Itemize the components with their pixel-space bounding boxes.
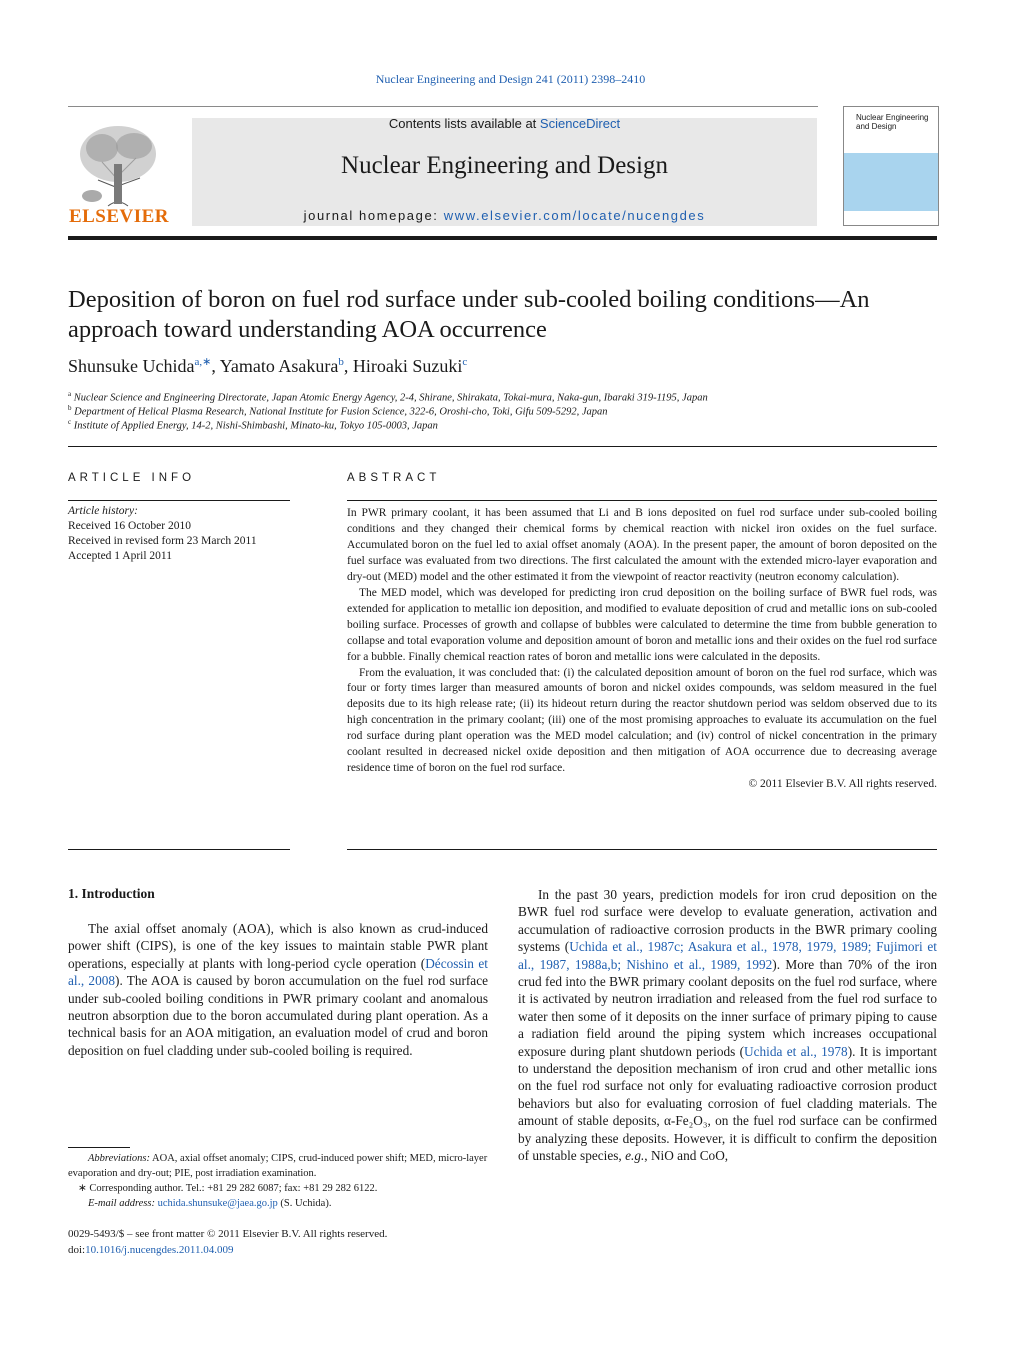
- corresponding-author-footnote: ∗ Corresponding author. Tel.: +81 29 282 6087; fax: +81 29 282 6122.: [78, 1183, 378, 1194]
- author-name: Hiroaki Suzuki: [352, 356, 463, 376]
- journal-title: Nuclear Engineering and Design: [341, 152, 668, 179]
- article-history: [68, 504, 288, 564]
- doi-link[interactable]: 10.1016/j.nucengdes.2011.04.009: [85, 1244, 234, 1256]
- author-name: Shunsuke Uchida: [68, 356, 195, 376]
- body-paragraph: In the past 30 years, prediction models for iron crud deposition on the BWR fuel rod surface were develop to evaluate generation, activation and accumulation of radioactive corrosion products in the BWR primary cooling systems (Uchida et al., 1987c; Asakura et al., 1978, 1979, 1989; Fujimori et al., 1987, 1988a,b; Nishino et al., 1989, 1992). More than 70% of the iron crud fed into the BWR primary coolant deposits on the fuel rod surface, where it is activated by neutron irradiation and released from the fuel rod surface to water then some of it deposits on the inner surface of primary piping to cause a radiation field around the piping system which increases occupational exposure during plant shutdown periods (Uchida et al., 1978). It is important to understand the deposition mechanism of iron crud and other metallic ions on the fuel rod surface not only for evaluating radioactive corrosion product behaviors but also for evaluating corrosion of fuel cladding materials. The amount of stable deposits, α-Fe₂O₃, on the fuel rod surface can be confirmed by analyzing these deposits. However, it is difficult to confirm the deposition of unstable species, e.g., NiO and CoO,: [518, 887, 937, 1164]
- section-heading-introduction: 1. Introduction: [68, 886, 155, 901]
- journal-homepage: journal homepage: www.elsevier.com/locate/nucengdes: [303, 208, 706, 223]
- cover-color-band: [844, 153, 938, 211]
- history-received: Received 16 October 2010: [68, 520, 191, 532]
- author-list: Shunsuke Uchida$^{a,∗}$, Yamato Asakura$^b$, Hiroaki Suzuki$^c$: [68, 356, 468, 376]
- article-info-rule: [68, 500, 290, 501]
- article-info-bottom-rule: [68, 849, 290, 850]
- affiliation-rule: [68, 446, 937, 447]
- journal-cover-thumbnail[interactable]: [843, 106, 939, 226]
- abstract-bottom-rule: [347, 849, 937, 850]
- body-column-right: [518, 886, 937, 1165]
- author-affil-mark[interactable]: c: [462, 356, 468, 368]
- citation-link[interactable]: Décossin et al., 2008: [68, 955, 488, 989]
- article-info-heading: ARTICLE INFO: [68, 472, 196, 484]
- affiliation: $^c$ Institute of Applied Energy, 14-2, Nishi-Shimbashi, Minato-ku, Tokyo 105-0003, Japan: [68, 418, 438, 432]
- body-column-left: [68, 920, 488, 1059]
- email-link[interactable]: uchida.shunsuke@jaea.go.jp: [157, 1198, 278, 1209]
- history-label: Article history:: [68, 505, 138, 517]
- journal-reference[interactable]: Nuclear Engineering and Design 241 (2011) 2398–2410: [375, 72, 646, 86]
- doi-line: doi:10.1016/j.nucengdes.2011.04.009: [68, 1244, 234, 1256]
- cover-title: Nuclear Engineering and Design: [856, 113, 929, 131]
- author-affil-mark[interactable]: a,∗: [194, 356, 212, 368]
- homepage-link[interactable]: www.elsevier.com/locate/nucengdes: [443, 208, 706, 223]
- body-paragraph: The axial offset anomaly (AOA), which is also known as crud-induced power shift (CIPS), is one of the key issues to maintain stable PWR plant operations, especially at plants with long-period cycle operation (Décossin et al., 2008). The AOA is caused by boron accumulation on the fuel rod surface under sub-cooled boiling conditions in PWR primary coolant and anomalous neutron absorption due to the boron accumulated during plant operation. As a technical basis for an AOA mitigation, an evaluation model of crud and boron deposition on fuel cladding under sub-cooled boiling is required.: [68, 921, 489, 1058]
- affiliation: $^a$ Nuclear Science and Engineering Directorate, Japan Atomic Energy Agency, 2-4, Shirane, Shirakata, Tokai-mura, Naka-gun, Ibaraki 319-1195, Japan: [68, 390, 708, 404]
- abstract-paragraph: In PWR primary coolant, it has been assumed that Li and B ions deposited on fuel rod surface under sub-cooled boiling conditions and they changed their chemical forms by chemical reaction with nickel iron oxides on the fuel surface. Accumulated boron on the fuel led to axial offset anomaly (AOA). In the present paper, the amount of boron deposited on the fuel surface was evaluated from two directions. The first calculated the amount with the extended micro-layer evaporation and dry-out (MED) model and the other estimated it from the viewpoint of reactor reactivity (neutron economy calculation).: [347, 507, 937, 583]
- affiliation: $^b$ Department of Helical Plasma Research, National Institute for Fusion Science, 322-6, Oroshi-cho, Toki, Gifu 509-5292, Japan: [68, 404, 608, 418]
- citation-link[interactable]: Uchida et al., 1987c; Asakura et al., 1978, 1979, 1989; Fujimori et al., 1987, 1988a,b; Nishino et al., 1989, 1992: [518, 939, 937, 972]
- publisher-wordmark: ELSEVIER: [68, 206, 170, 227]
- abstract-body: [347, 506, 937, 793]
- abstract-heading: ABSTRACT: [347, 472, 441, 484]
- abstract-paragraph: The MED model, which was developed for predicting iron crud deposition on the boiling surface of BWR fuel rods, was extended for application to metallic ion deposition, and modified to evaluate deposition of crud and metallic ions on sub-cooled boiling surface. Processes of growth and collapse of bubbles were calculated to determine the time from bubble generation to collapse and total evaporation volume and deposition amount of boron and metallic ions and their oxides on the fuel rod surface for a bubble. Finally chemical reaction rates of boron and metallic ions were calculated in the deposits.: [347, 586, 937, 663]
- header-top-rule: [68, 106, 818, 107]
- history-revised: Received in revised form 23 March 2011: [68, 535, 257, 547]
- contents-line: Contents lists available at ScienceDirect: [388, 116, 621, 131]
- abbreviations-footnote: Abbreviations: AOA, axial offset anomaly; CIPS, crud-induced power shift; MED, micro-layer evaporation and dry-out; PIE, post irradiation examination.: [68, 1153, 488, 1179]
- header-bottom-rule: [68, 236, 937, 240]
- abstract-paragraph: From the evaluation, it was concluded that: (i) the calculated deposition amount of boron on the fuel rod surface, which was four or forty times larger than measured amounts of boron and nickel oxides compounds, was seldom measured in the fuel deposits due to its high release rate; (ii) its hideout return during the reactor shutdown period was seldom observed due to its high concentration in the primary coolant; (iii) one of the most promising approaches to evaluate its accumulation on the fuel rod surface during plant operation was the MED model calculation; and (iv) control of nickel concentration in the primary coolant resulted in decreased nickel oxide deposition and then mitigation of AOA occurrence due to decreasing average residence time of boron on the fuel rod surface.: [347, 666, 937, 775]
- front-matter: [68, 1226, 488, 1258]
- history-accepted: Accepted 1 April 2011: [68, 550, 173, 562]
- issn-line: 0029-5493/$ – see front matter © 2011 Elsevier B.V. All rights reserved.: [68, 1228, 388, 1240]
- sciencedirect-link[interactable]: ScienceDirect: [539, 116, 621, 131]
- footnotes: [68, 1151, 488, 1211]
- email-footnote: E-mail address: uchida.shunsuke@jaea.go.jp (S. Uchida).: [88, 1198, 332, 1209]
- abstract-copyright: © 2011 Elsevier B.V. All rights reserved.: [748, 778, 937, 791]
- footnote-rule: [68, 1147, 130, 1148]
- author-name: Yamato Asakura: [219, 356, 339, 376]
- abstract-rule: [347, 500, 937, 501]
- citation-link[interactable]: Uchida et al., 1978: [744, 1043, 848, 1059]
- author-affil-mark[interactable]: b: [338, 356, 344, 368]
- article-title: Deposition of boron on fuel rod surface under sub-cooled boiling conditions—An approach toward understanding AOA occurrence: [68, 286, 870, 343]
